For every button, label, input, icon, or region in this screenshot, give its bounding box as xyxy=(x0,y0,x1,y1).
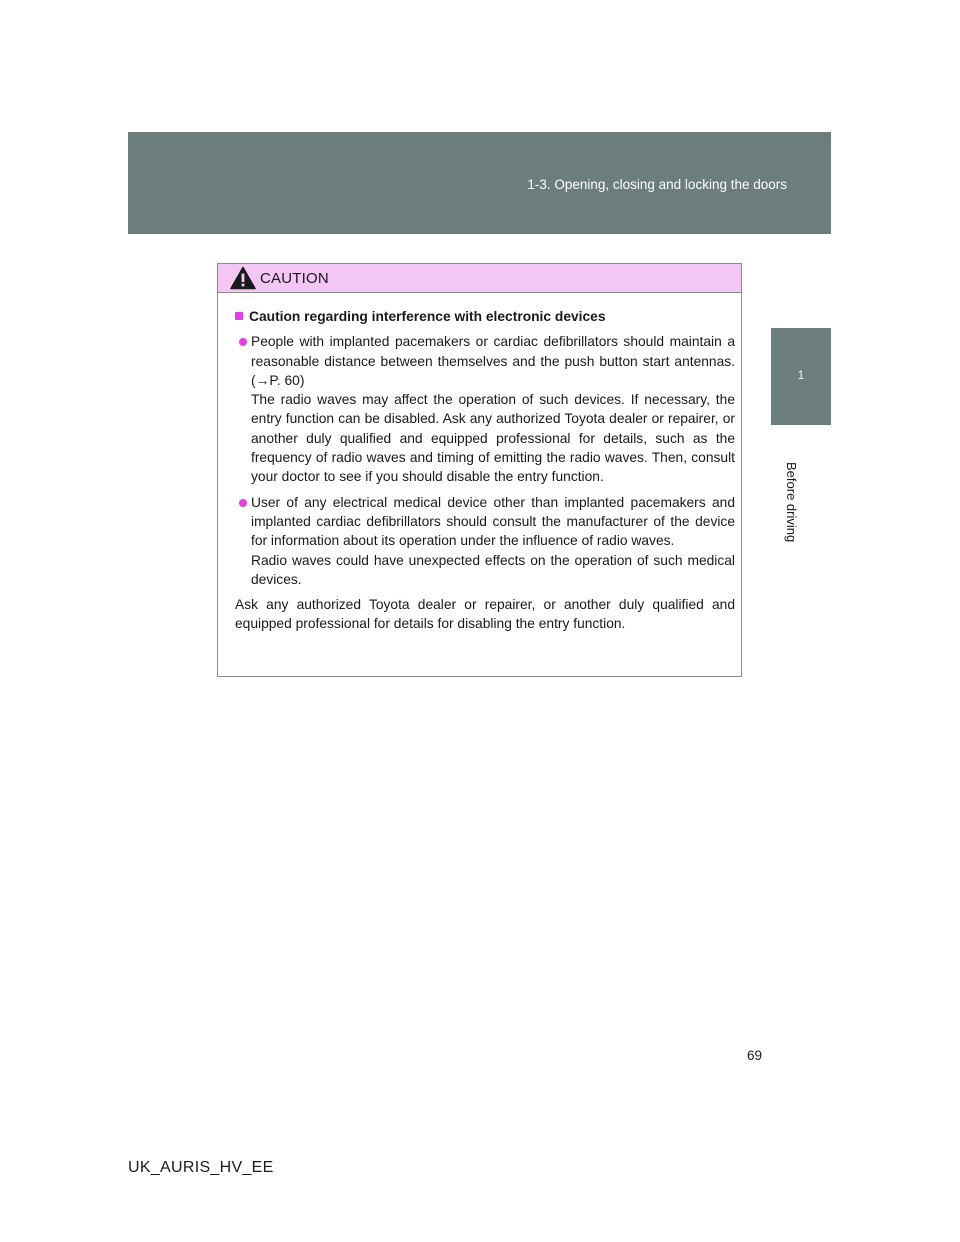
round-bullet-icon xyxy=(239,338,247,346)
item-paragraph: The radio waves may affect the operation of such devices. If necessary, the entry function can be disabled. Ask any authorized Toyota dealer or repairer, or another duly qualified and equipped professional for details, such as the frequency of radio waves and timing of emitting the radio waves. Then, consult your doctor to see if you should disable the entry function. xyxy=(251,392,735,485)
caution-final-paragraph: Ask any authorized Toyota dealer or repairer, or another duly qualified and equipped professional for details for disabling the entry function. xyxy=(235,597,735,632)
chapter-tab xyxy=(771,328,831,425)
caution-heading xyxy=(235,307,735,326)
chapter-label: Before driving xyxy=(784,462,799,543)
round-bullet-icon xyxy=(239,499,247,507)
caution-item xyxy=(235,332,735,486)
caution-body xyxy=(218,293,741,634)
item-paragraph: User of any electrical medical device other than implanted pacemakers and implanted cardiac defibrillators should consult the manufacturer of the device for information about its operation under the influence of radio waves. xyxy=(251,494,735,549)
caution-title: CAUTION xyxy=(260,270,329,287)
caution-heading-text: Caution regarding interference with electronic devices xyxy=(249,309,606,324)
square-bullet-icon xyxy=(235,312,243,320)
warning-triangle-icon xyxy=(230,266,256,290)
item-paragraph: Radio waves could have unexpected effects on the operation of such medical devices. xyxy=(251,552,735,587)
caution-box xyxy=(217,263,742,677)
section-title: 1-3. Opening, closing and locking the doors xyxy=(527,177,787,192)
caution-header xyxy=(218,264,741,293)
document-code: UK_AURIS_HV_EE xyxy=(128,1159,274,1176)
chapter-number: 1 xyxy=(797,370,805,382)
header-band xyxy=(128,132,831,234)
item-paragraph: People with implanted pacemakers or cardiac defibrillators should maintain a reasonable distance between themselves and the push button start antennas. (→P. 60) xyxy=(251,334,735,388)
page-number: 69 xyxy=(747,1048,763,1063)
caution-item xyxy=(235,493,735,589)
